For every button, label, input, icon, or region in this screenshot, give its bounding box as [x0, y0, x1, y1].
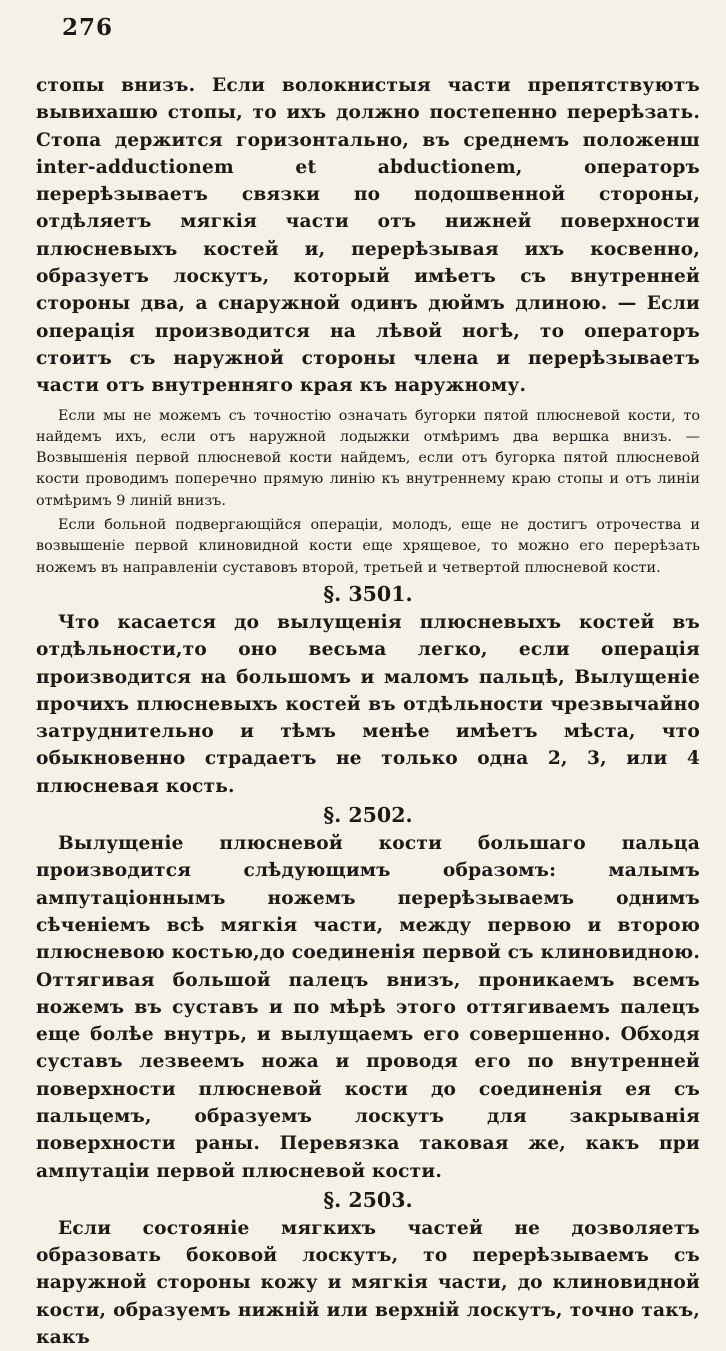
paragraph: Вылущеніе плюсневой кости большаго пальца производится слѣдующимъ образомъ: малымъ ампутаціоннымъ ножемъ перерѣзываемъ однимъ сѣченіемъ всѣ мягкія части, между первою и второю плюсневою костью,до соединенія первой съ клиновидною. Оттягивая большой палецъ внизъ, проникаемъ всемъ ножемъ въ суставъ и по мѣрѣ этого оттягиваемъ палецъ еще болѣе внутрь, и вылущаемъ его совершенно. Обходя суставъ лезвеемъ ножа и проводя его по внутренней поверхности плюсневой кости до соединенія ея съ пальцемъ, образуемъ лоскутъ для закрыванія поверхности раны. Перевязка таковая же, какъ при ампутаціи первой плюсневой кости.: [36, 833, 700, 1182]
section-heading: §. 3501.: [323, 581, 413, 606]
paragraph: Если состояніе мягкихъ частей не дозволяетъ образовать боковой лоскутъ, то перерѣзываемъ съ наружной стороны кожу и мягкія части, до клиновидной кости, образуемъ нижній или верхній лоскутъ, точно такъ, какъ: [36, 1217, 700, 1349]
page-body: [36, 72, 700, 1351]
section-heading: §. 2502.: [323, 803, 413, 828]
section-heading: §. 2503.: [323, 1187, 413, 1212]
paragraph: Что касается до вылущенія плюсневыхъ костей въ отдѣльности,то оно весьма легко, если операція производится на большомъ и маломъ пальцѣ, Вылущеніе прочихъ плюсневыхъ костей въ отдѣльности чрезвычайно затруднительно и тѣмъ менѣе имѣетъ мѣста, что обыкновенно страдаетъ не только одна 2, 3, или 4 плюсневая кость.: [36, 611, 700, 797]
small-paragraph: Если больной подвергающійся операціи, молодъ, еще не достигъ отрочества и возвышеніе первой клиновидной кости еще хрящевое, то можно его перерѣзать ножемъ въ направленіи суставовъ второй, третьей и четвертой плюсневой кости.: [36, 517, 700, 576]
small-paragraph: Если мы не можемъ съ точностію означать бугорки пятой плюсневой кости, то найдемъ ихъ, если отъ наружной лодыжки отмѣримъ два вершка внизъ. — Возвышенія первой плюсневой кости найдемъ, если отъ бугорка пятой плюсневой кости проводимъ поперечно прямую линію къ внутреннему краю стопы и отъ линіи отмѣримъ 9 линій внизъ.: [36, 407, 700, 509]
page-number: 276: [62, 14, 114, 41]
paragraph: стопы внизъ. Если волокнистыя части препятствуютъ вывихашю стопы, то ихъ должно постепенно перерѣзать. Стопа держится горизонтально, въ среднемъ положенш inter-adductionem et abductionem, операторъ перерѣзываетъ связки по подошвенной стороны, отдѣляетъ мягкія части отъ нижней поверхности плюсневыхъ костей и, перерѣзывая ихъ косвенно, образуетъ лоскутъ, который имѣетъ съ внутренней стороны два, а снаружной одинъ дюймъ длиною. — Если операція производится на лѣвой ногѣ, то операторъ стоитъ съ наружной стороны члена и перерѣзываетъ части отъ внутренняго края къ наружному.: [36, 75, 700, 397]
